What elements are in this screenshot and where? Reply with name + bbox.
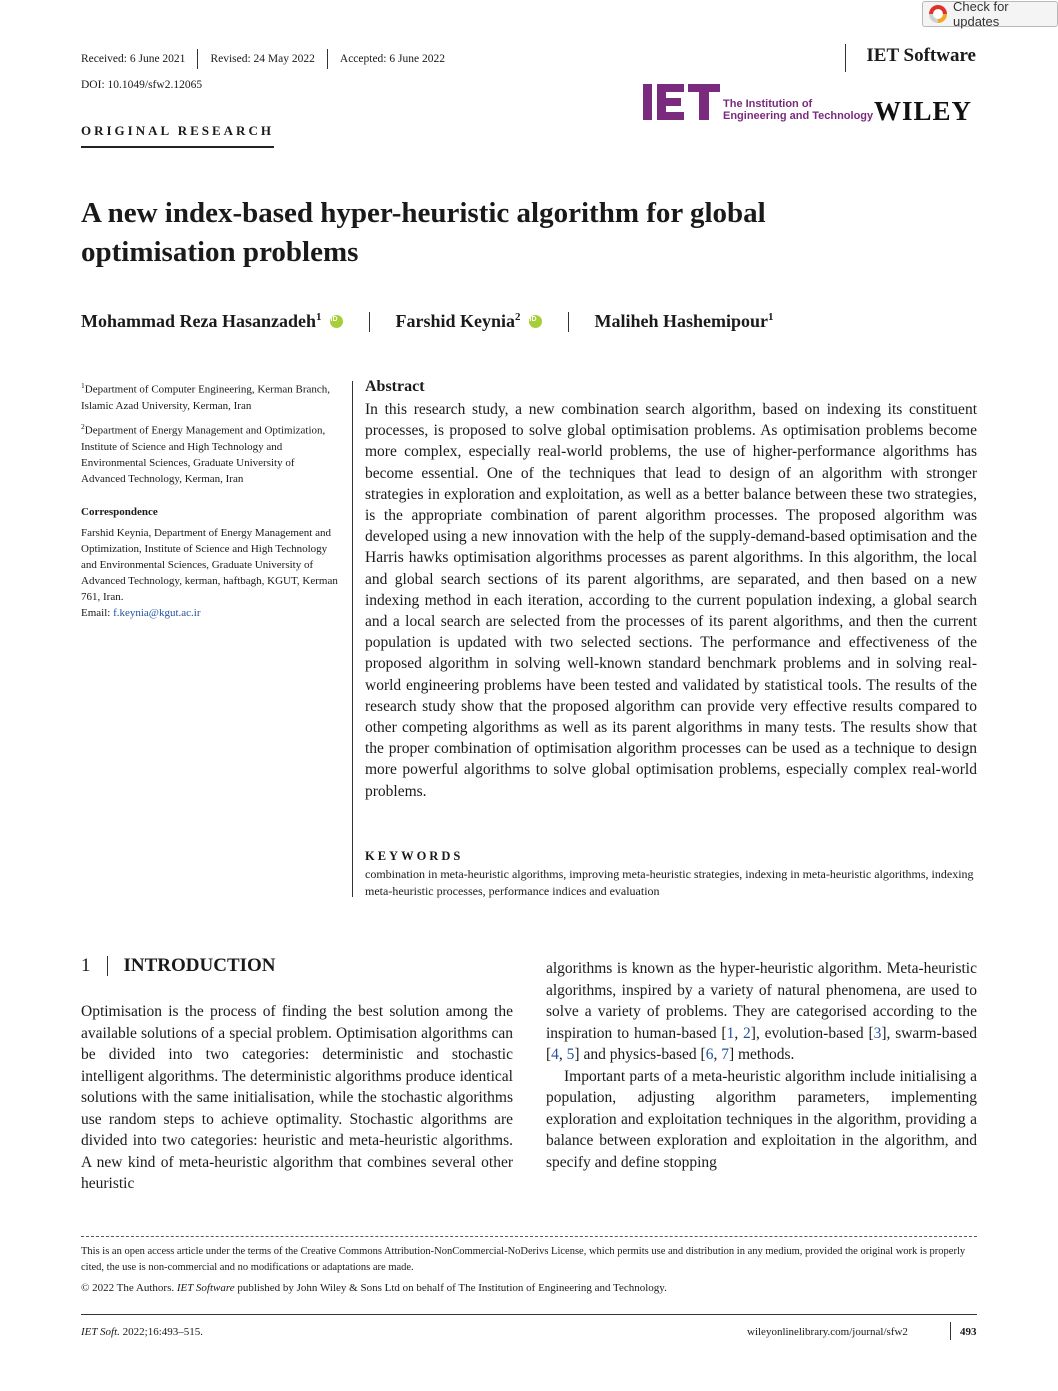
check-for-updates-button[interactable] — [922, 1, 1058, 27]
affiliation: $^1$Department of Computer Engineering, Kerman Branch, Islamic Azad University, Kerman, Iran — [81, 381, 331, 412]
journal-url[interactable]: wileyonlinelibrary.com/journal/sfw2 — [747, 1326, 908, 1338]
author-name[interactable]: Maliheh Hashemipour$^1$ — [594, 311, 774, 331]
orcid-icon[interactable] — [529, 315, 542, 328]
divider — [197, 49, 198, 69]
article-type: ORIGINAL RESEARCH — [81, 123, 274, 148]
citation-link[interactable]: 2 — [743, 1024, 751, 1042]
keywords-heading: KEYWORDS — [365, 849, 464, 863]
article-title: A new index-based hyper-heuristic algorithm for global optimisation problems — [81, 197, 766, 268]
iet-wordmark — [723, 98, 873, 122]
abstract-rule — [352, 381, 353, 897]
iet-wordmark-line1: The Institution of — [723, 98, 813, 110]
citation-link[interactable]: 6 — [705, 1046, 714, 1063]
orcid-icon[interactable] — [330, 315, 343, 328]
intro-right-column — [546, 958, 977, 1173]
citation-link[interactable]: 7 — [721, 1046, 729, 1063]
divider — [327, 49, 328, 69]
page-number: 493 — [960, 1326, 977, 1338]
footnote-divider — [81, 1236, 977, 1237]
doi[interactable]: DOI: 10.1049/sfw2.12065 — [81, 79, 203, 91]
divider — [369, 312, 370, 332]
citation: IET Soft. 2022;16:493–515. — [81, 1326, 204, 1338]
received-date: Received: 6 June 2021 — [81, 53, 186, 65]
paragraph: algorithms is known as the hyper-heuristic algorithm. Meta-heuristic algorithms, inspired by a variety of natural phenomena, are used to solve a variety of problems. They are categorised according to the inspiration to human-based [1, 2], evolution-based [3], swarm-based [4, 5] and physics-based [6, 7] methods. — [546, 960, 977, 1063]
author-name[interactable]: Farshid Keynia$^2$ — [395, 311, 521, 331]
check-for-updates-label: Check for updates — [953, 0, 1009, 29]
article-dates — [81, 50, 445, 68]
citation-link[interactable]: 1 — [726, 1024, 735, 1042]
citation-link[interactable]: 4 — [551, 1046, 559, 1063]
revised-date: Revised: 24 May 2022 — [210, 53, 315, 65]
author-name[interactable]: Mohammad Reza Hasanzadeh$^1$ — [81, 311, 322, 331]
citation-link[interactable]: 5 — [566, 1046, 575, 1063]
divider — [568, 312, 569, 332]
wiley-logo: WILEY — [874, 96, 973, 126]
copyright: © 2022 The Authors. IET Software published by John Wiley & Sons Ltd on behalf of The Institution of Engineering and Technology. — [81, 1282, 667, 1294]
footer-rule — [81, 1314, 977, 1315]
correspondence: Farshid Keynia, Department of Energy Management and Optimization, Institute of Science and High Technology and Environmental Sciences, Graduate University of Advanced Technology, kerman, haftbagh, KGUT, Kerman 761, Iran. Email: f.keynia@kgut.ac.ir — [81, 527, 338, 619]
email-link[interactable]: f.keynia@kgut.ac.ir — [113, 607, 201, 619]
divider — [845, 44, 846, 72]
intro-left-column — [81, 1001, 513, 1195]
crossmark-icon — [929, 5, 947, 23]
paragraph: Optimisation is the process of finding the best solution among the available solutions of a special problem. Optimisation algorithms can be divided into two categories: deterministic and stochastic intelligent algorithms. The deterministic algorithms produce identical solutions with the same initialisation, while the stochastic algorithms use random steps to achieve optimality. Stochastic algorithms are divided into two categories: heuristic and meta-heuristic algorithms. A new kind of meta-heuristic algorithm that combines several other heuristic — [81, 1003, 513, 1192]
correspondence-heading: Correspondence — [81, 506, 158, 518]
paragraph: Important parts of a meta-heuristic algorithm include initialising a population, adjusting algorithm parameters, implementing exploration and exploitation techniques in the algorithm, providing a balance between exploration and exploitation in the algorithm, and specify and define stopping — [546, 1067, 977, 1171]
accepted-date: Accepted: 6 June 2022 — [339, 53, 445, 65]
iet-logo-icon — [643, 82, 723, 122]
section-heading: 1 INTRODUCTION — [81, 955, 276, 976]
journal-name: IET Software — [866, 45, 976, 66]
abstract-text: In this research study, a new combination search algorithm, based on indexing its constituent processes, is proposed to solve global optimisation problems. As optimisation problems become more complex, especially real-world problems, the use of higher-performance algorithms has become essential. One of the techniques that lead to design of an algorithm with stronger strategies in exploration and exploitation, as well as a better balance between these two strategies, is the appropriate combination of parent algorithm processes. The proposed algorithm was developed using a new innovation with the help of the supply-demand-based optimisation and the Harris hawks optimisation algorithms processes as parent algorithms. In this algorithm, the local and global search sections of its parent algorithms, are separated, and then based on a new indexing method in each iteration, according to the current population indexing, a global search and a local search are selected from the processes of its parent algorithms, and then the current population is updated with two selected sections. The performance and effectiveness of the proposed algorithm in solving well-known standard benchmark problems and in solving real-world engineering problems have been tested and validated by statistical tools. The results of the research study show that the proposed algorithm can provide very effective results compared to other competing algorithms as well as its parent algorithms in many tests. The results show that the proper combination of optimisation algorithm processes can be used as a technique to design more powerful algorithms to solve global optimisation problems, especially complex real-world problems. — [365, 401, 977, 800]
abstract-heading: Abstract — [365, 378, 425, 395]
author-list — [81, 311, 774, 332]
citation-link[interactable]: 3 — [873, 1024, 882, 1042]
divider — [950, 1322, 951, 1340]
keywords-text: combination in meta-heuristic algorithms, improving meta-heuristic strategies, indexing in meta-heuristic algorithms, indexing meta-heuristic processes, performance indices and evaluation — [365, 867, 974, 898]
affiliation: $^2$Department of Energy Management and Optimization, Institute of Science and High Technology and Environmental Sciences, Graduate University of Advanced Technology, Kerman, Iran — [81, 422, 326, 485]
iet-wordmark-line2: Engineering and Technology — [723, 110, 874, 122]
license-text: This is an open access article under the terms of the Creative Commons Attribution-NonCommercial-NoDerivs License, which permits use and distribution in any medium, provided the original work is properly cited, the use is non-commercial and no modifications or adaptations are made. — [81, 1246, 966, 1273]
